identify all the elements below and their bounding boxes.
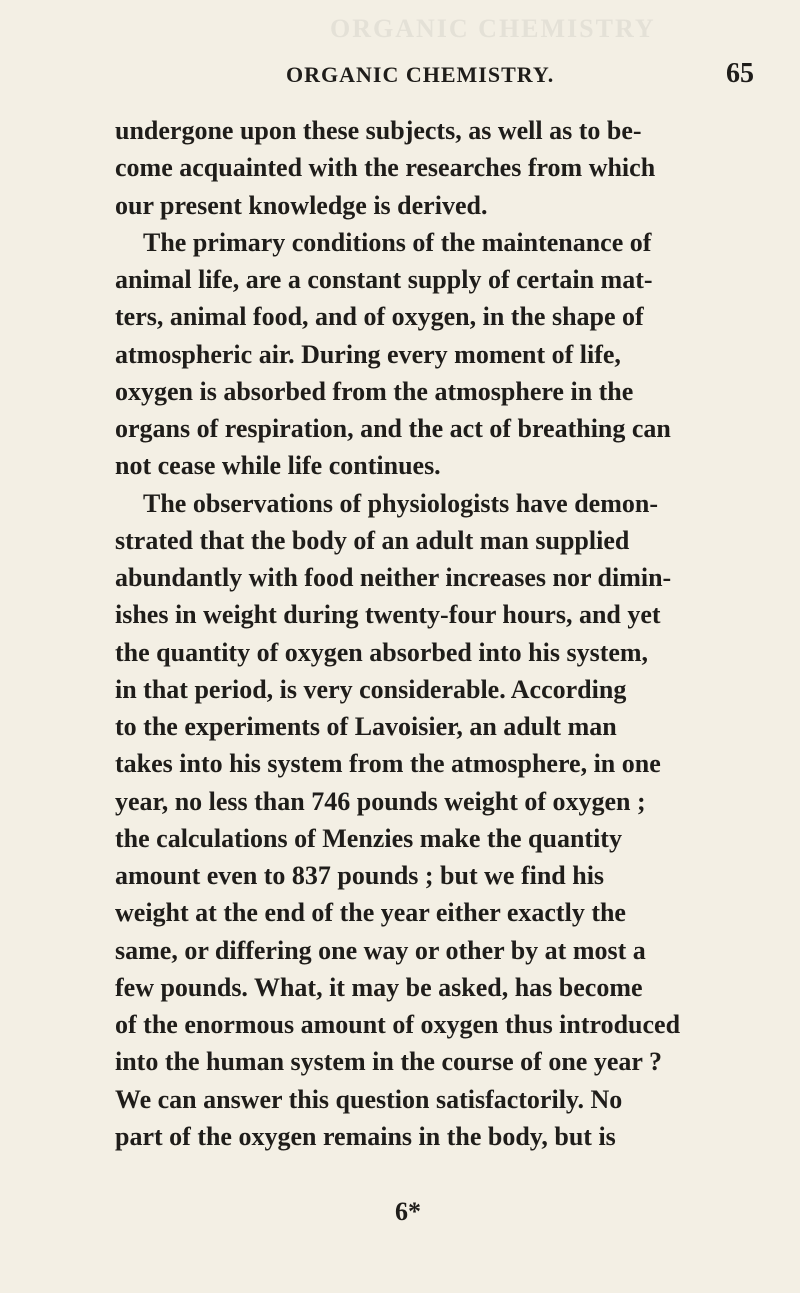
text-line: The observations of physiologists have demon- bbox=[143, 488, 658, 518]
running-head: ORGANIC CHEMISTRY. bbox=[286, 62, 555, 87]
page-header bbox=[286, 58, 754, 92]
text-line: organs of respiration, and the act of breathing can bbox=[115, 414, 671, 443]
text-line: come acquainted with the researches from which bbox=[115, 153, 656, 183]
text-line: ters, animal food, and of oxygen, in the shape of bbox=[115, 302, 644, 332]
text-line: our present knowledge is derived. bbox=[115, 190, 488, 220]
text-line: oxygen is absorbed from the atmosphere in the bbox=[115, 376, 634, 406]
text-line: strated that the body of an adult man supplied bbox=[115, 525, 630, 555]
text-line: animal life, are a constant supply of certain mat- bbox=[115, 265, 653, 294]
text-line: undergone upon these subjects, as well as to be- bbox=[115, 116, 642, 145]
text-line: same, or differing one way or other by at most a bbox=[115, 935, 646, 965]
text-line: The primary conditions of the maintenance of bbox=[143, 227, 652, 257]
text-line: atmospheric air. During every moment of life, bbox=[115, 339, 621, 369]
text-line: weight at the end of the year either exactly the bbox=[115, 898, 626, 928]
text-line: few pounds. What, it may be asked, has become bbox=[115, 972, 643, 1002]
text-line: in that period, is very considerable. According bbox=[115, 674, 627, 704]
text-line: the quantity of oxygen absorbed into his system, bbox=[115, 637, 649, 667]
text-line: not cease while life continues. bbox=[115, 451, 441, 481]
text-line: to the experiments of Lavoisier, an adult man bbox=[115, 712, 617, 741]
text-line: the calculations of Menzies make the quantity bbox=[115, 823, 622, 853]
signature-mark: 6* bbox=[395, 1197, 421, 1226]
text-line: of the enormous amount of oxygen thus introduced bbox=[115, 1010, 681, 1039]
text-line: We can answer this question satisfactorily. No bbox=[115, 1084, 623, 1114]
text-line: amount even to 837 pounds ; but we find his bbox=[115, 861, 605, 890]
text-line: ishes in weight during twenty-four hours, and yet bbox=[115, 600, 661, 630]
text-line: abundantly with food neither increases nor dimin- bbox=[115, 563, 672, 592]
text-line: into the human system in the course of one year ? bbox=[115, 1047, 662, 1077]
text-line: part of the oxygen remains in the body, but is bbox=[115, 1121, 616, 1151]
page-number: 65 bbox=[726, 58, 754, 89]
library-stamp-watermark: ORGANIC CHEMISTRY bbox=[330, 14, 656, 43]
body-text bbox=[115, 112, 755, 1155]
text-line: takes into his system from the atmosphere, in one bbox=[115, 749, 661, 779]
text-line: year, no less than 746 pounds weight of oxygen ; bbox=[115, 786, 646, 816]
